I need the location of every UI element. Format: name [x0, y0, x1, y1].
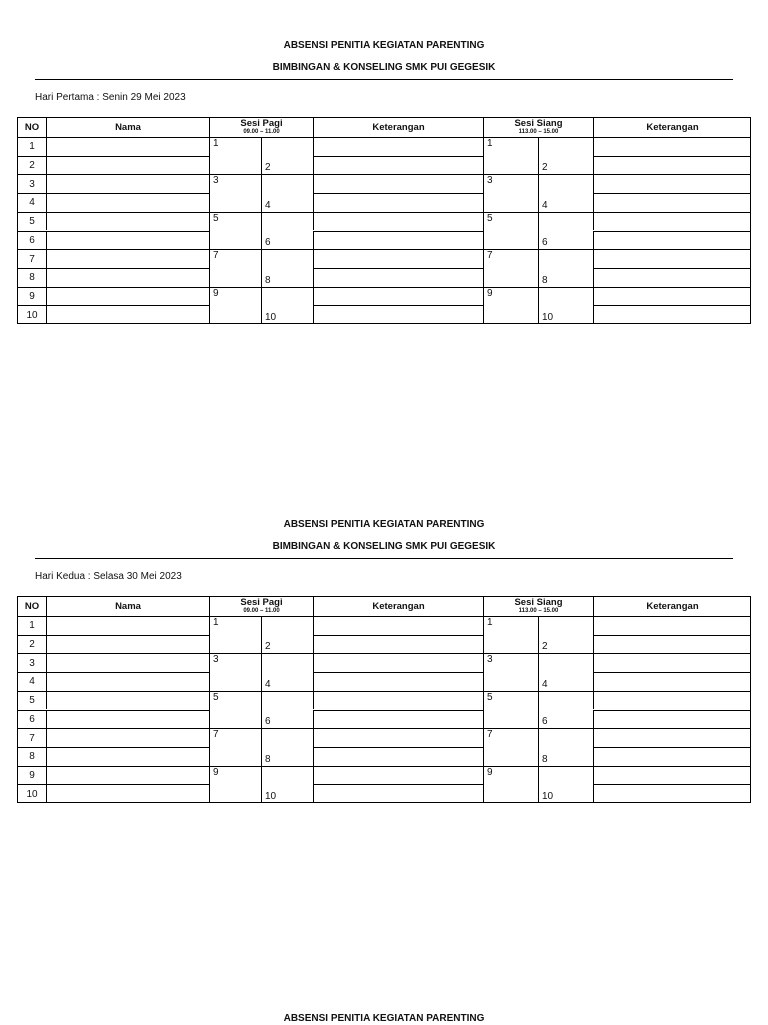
keterangan-2-cell[interactable] [593, 249, 751, 268]
name-cell[interactable] [46, 137, 209, 156]
sesi-pagi-signature-number: 3 [213, 654, 219, 666]
sesi-pagi-signature-number: 8 [265, 274, 271, 286]
name-cell[interactable] [46, 710, 209, 729]
keterangan-cell[interactable] [313, 305, 483, 324]
sesi-siang-signature-number: 8 [542, 274, 548, 286]
row-number: 2 [17, 156, 46, 175]
keterangan-2-cell[interactable] [593, 653, 751, 672]
sesi-siang-label: Sesi Siang [514, 597, 563, 608]
sesi-pagi-signature-number: 4 [265, 199, 271, 211]
sesi-pagi-label: Sesi Pagi [240, 118, 283, 129]
keterangan-2-cell[interactable] [593, 156, 751, 175]
row-number: 9 [17, 287, 46, 306]
title-underline [35, 79, 733, 80]
keterangan-cell[interactable] [313, 691, 483, 710]
keterangan-2-cell[interactable] [593, 193, 751, 212]
keterangan-2-cell[interactable] [593, 728, 751, 747]
sesi-pagi-signature-number: 1 [213, 138, 219, 149]
sesi-pagi-signature-number: 9 [213, 766, 219, 778]
row-number: 6 [17, 710, 46, 729]
keterangan-cell[interactable] [313, 174, 483, 193]
header-keterangan: Keterangan [313, 596, 483, 616]
header-no: NO [17, 596, 46, 616]
sesi-siang-signature-number: 3 [487, 654, 493, 666]
row-number: 6 [17, 231, 46, 250]
sesi-siang-signature-number: 10 [542, 791, 554, 802]
keterangan-2-cell[interactable] [593, 747, 751, 766]
keterangan-2-cell[interactable] [593, 635, 751, 654]
keterangan-2-cell[interactable] [593, 710, 751, 729]
sesi-siang-signature-number: 4 [542, 199, 548, 211]
sesi-siang-signature-number: 5 [487, 212, 493, 224]
header-sesi-pagi [209, 596, 313, 616]
row-number: 2 [17, 635, 46, 654]
keterangan-2-cell[interactable] [593, 268, 751, 287]
header-keterangan-2: Keterangan [593, 596, 751, 616]
sesi-siang-signature-number: 1 [487, 138, 493, 149]
title-underline [35, 558, 733, 559]
sesi-siang-signature-number: 6 [542, 716, 548, 728]
header-no: NO [17, 117, 46, 137]
sesi-pagi-signature-number: 6 [265, 716, 271, 728]
sesi-siang-signature-number: 7 [487, 250, 493, 262]
sesi-pagi-signature-number: 5 [213, 212, 219, 224]
sesi-siang-signature-number: 5 [487, 691, 493, 703]
sesi-siang-signature-number: 9 [487, 766, 493, 778]
keterangan-cell[interactable] [313, 672, 483, 691]
header-keterangan: Keterangan [313, 117, 483, 137]
sesi-pagi-signature-number: 1 [213, 617, 219, 628]
sesi-siang-signature-number: 3 [487, 175, 493, 187]
name-cell[interactable] [46, 616, 209, 635]
keterangan-cell[interactable] [313, 231, 483, 250]
keterangan-cell[interactable] [313, 710, 483, 729]
row-number: 1 [17, 137, 46, 156]
name-cell[interactable] [46, 653, 209, 672]
keterangan-cell[interactable] [313, 728, 483, 747]
header-nama: Nama [46, 596, 209, 616]
document-subtitle: BIMBINGAN & KONSELING SMK PUI GEGESIK [272, 541, 496, 552]
sesi-siang-signature-number: 7 [487, 729, 493, 741]
keterangan-cell[interactable] [313, 287, 483, 306]
sesi-siang-signature-number: 1 [487, 617, 493, 628]
keterangan-cell[interactable] [313, 137, 483, 156]
keterangan-cell[interactable] [313, 249, 483, 268]
attendance-table [17, 596, 751, 803]
keterangan-cell[interactable] [313, 193, 483, 212]
sesi-siang-signature-number: 2 [542, 162, 548, 174]
row-number: 4 [17, 672, 46, 691]
document-title: ABSENSI PENITIA KEGIATAN PARENTING [283, 40, 485, 51]
keterangan-2-cell[interactable] [593, 672, 751, 691]
keterangan-2-cell[interactable] [593, 287, 751, 306]
keterangan-cell[interactable] [313, 268, 483, 287]
document-title: ABSENSI PENITIA KEGIATAN PARENTING [283, 1013, 485, 1024]
header-nama: Nama [46, 117, 209, 137]
row-number: 3 [17, 653, 46, 672]
row-number: 10 [17, 305, 46, 324]
row-number: 4 [17, 193, 46, 212]
keterangan-cell[interactable] [313, 635, 483, 654]
name-cell[interactable] [46, 212, 209, 231]
keterangan-2-cell[interactable] [593, 212, 751, 231]
keterangan-cell[interactable] [313, 616, 483, 635]
name-cell[interactable] [46, 784, 209, 803]
header-sesi-pagi [209, 117, 313, 137]
row-number: 9 [17, 766, 46, 785]
sesi-pagi-signature-number: 8 [265, 753, 271, 765]
sesi-pagi-signature-number: 5 [213, 691, 219, 703]
sesi-pagi-signature-number: 7 [213, 250, 219, 262]
sesi-siang-time: 113.00 – 15.00 [518, 129, 559, 135]
header-sesi-siang [483, 596, 593, 616]
attendance-table [17, 117, 751, 324]
keterangan-cell[interactable] [313, 784, 483, 803]
sesi-siang-signature-number: 8 [542, 753, 548, 765]
sesi-siang-label: Sesi Siang [514, 118, 563, 129]
sesi-siang-signature-number: 9 [487, 287, 493, 299]
name-cell[interactable] [46, 249, 209, 268]
sesi-pagi-label: Sesi Pagi [240, 597, 283, 608]
sesi-siang-signature-number: 6 [542, 237, 548, 249]
name-cell[interactable] [46, 635, 209, 654]
name-cell[interactable] [46, 691, 209, 710]
name-cell[interactable] [46, 305, 209, 324]
keterangan-2-cell[interactable] [593, 616, 751, 635]
keterangan-2-cell[interactable] [593, 784, 751, 803]
name-cell[interactable] [46, 747, 209, 766]
sesi-pagi-signature-number: 2 [265, 162, 271, 174]
keterangan-2-cell[interactable] [593, 174, 751, 193]
sesi-pagi-signature-number: 10 [265, 791, 277, 802]
row-number: 7 [17, 249, 46, 268]
name-cell[interactable] [46, 766, 209, 785]
row-number: 5 [17, 212, 46, 231]
row-number: 3 [17, 174, 46, 193]
keterangan-cell[interactable] [313, 747, 483, 766]
row-number: 5 [17, 691, 46, 710]
sesi-siang-time: 113.00 – 15.00 [518, 608, 559, 614]
keterangan-2-cell[interactable] [593, 305, 751, 324]
row-number: 8 [17, 747, 46, 766]
row-number: 10 [17, 784, 46, 803]
row-number: 1 [17, 616, 46, 635]
day-label: Hari Pertama : Senin 29 Mei 2023 [35, 92, 186, 103]
document-title: ABSENSI PENITIA KEGIATAN PARENTING [283, 519, 485, 530]
keterangan-2-cell[interactable] [593, 231, 751, 250]
name-cell[interactable] [46, 193, 209, 212]
header-keterangan-2: Keterangan [593, 117, 751, 137]
row-number: 7 [17, 728, 46, 747]
keterangan-2-cell[interactable] [593, 766, 751, 785]
sesi-siang-signature-number: 2 [542, 641, 548, 653]
name-cell[interactable] [46, 287, 209, 306]
sesi-siang-signature-number: 4 [542, 678, 548, 690]
name-cell[interactable] [46, 728, 209, 747]
sesi-pagi-signature-number: 3 [213, 175, 219, 187]
sesi-pagi-signature-number: 10 [265, 312, 277, 323]
sesi-pagi-signature-number: 4 [265, 678, 271, 690]
header-sesi-siang [483, 117, 593, 137]
keterangan-2-cell[interactable] [593, 691, 751, 710]
sesi-pagi-signature-number: 7 [213, 729, 219, 741]
name-cell[interactable] [46, 174, 209, 193]
keterangan-2-cell[interactable] [593, 137, 751, 156]
keterangan-cell[interactable] [313, 212, 483, 231]
keterangan-cell[interactable] [313, 156, 483, 175]
sesi-pagi-time: 09.00 – 11.00 [243, 608, 280, 614]
sesi-pagi-signature-number: 6 [265, 237, 271, 249]
day-label: Hari Kedua : Selasa 30 Mei 2023 [35, 571, 182, 582]
keterangan-cell[interactable] [313, 653, 483, 672]
row-number: 8 [17, 268, 46, 287]
keterangan-cell[interactable] [313, 766, 483, 785]
sesi-pagi-time: 09.00 – 11.00 [243, 129, 280, 135]
name-cell[interactable] [46, 231, 209, 250]
name-cell[interactable] [46, 156, 209, 175]
name-cell[interactable] [46, 268, 209, 287]
document-subtitle: BIMBINGAN & KONSELING SMK PUI GEGESIK [272, 62, 496, 73]
sesi-siang-signature-number: 10 [542, 312, 554, 323]
name-cell[interactable] [46, 672, 209, 691]
sesi-pagi-signature-number: 2 [265, 641, 271, 653]
sesi-pagi-signature-number: 9 [213, 287, 219, 299]
